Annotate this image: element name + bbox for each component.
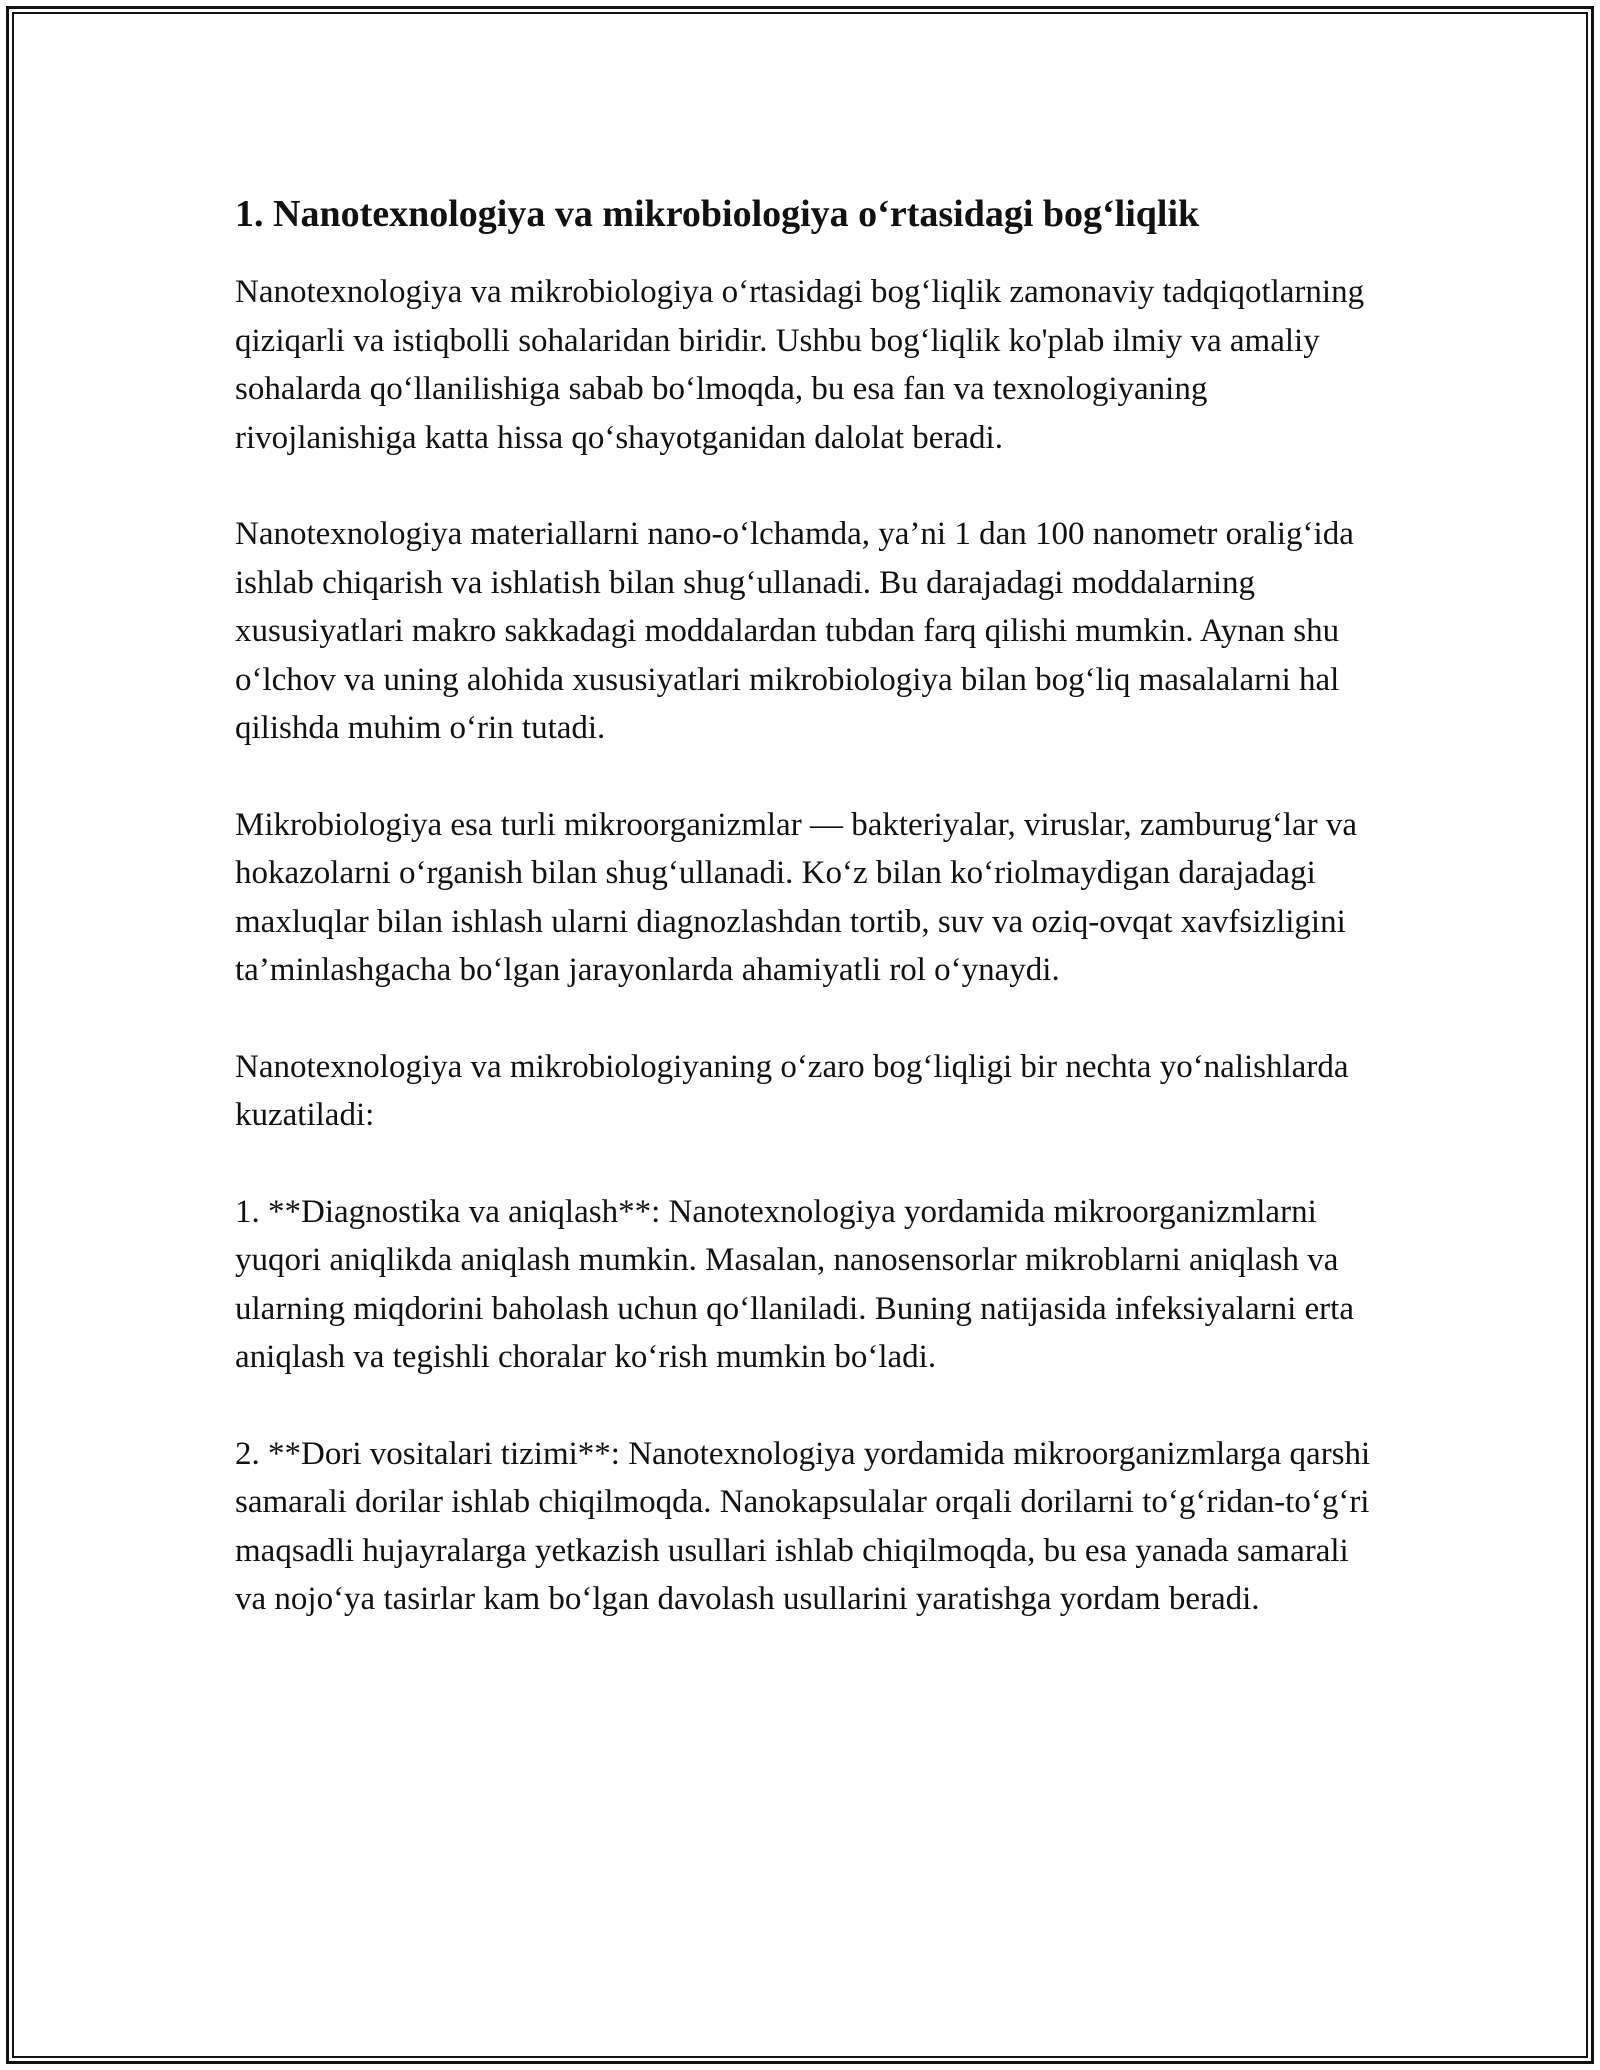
document-title: 1. Nanotexnologiya va mikrobiologiya oʻrtasidagi bogʻliqlik — [235, 193, 1200, 235]
paragraph-diagnostics: 1. **Diagnostika va aniqlash**: Nanotexnologiya yordamida mikroorganizmlarni yuqori aniqlikda aniqlash mumkin. Masalan, nanosensorlar mikroblarni aniqlash va ularning miqdorini baholash uchun qoʻllaniladi. Buning natijasida infeksiyalarni erta aniqlash va tegishli choralar koʻrish mumkin boʻladi. — [235, 1193, 1354, 1375]
paragraph-nanotechnology: Nanotexnologiya materiallarni nano-oʻlchamda, ya’ni 1 dan 100 nanometr oraligʻida ishlab chiqarish va ishlatish bilan shugʻullanadi. Bu darajadagi moddalarning xususiyatlari makro sakkadagi moddalardan tubdan farq qilishi mumkin. Aynan shu oʻlchov va uning alohida xususiyatlari mikrobiologiya bilan bogʻliq masalalarni hal qilishda muhim oʻrin tutadi. — [235, 516, 1354, 746]
paragraph-directions-intro: Nanotexnologiya va mikrobiologiyaning oʻzaro bogʻliqligi bir nechta yoʻnalishlarda kuzatiladi: — [235, 1048, 1349, 1133]
paragraph-microbiology: Mikrobiologiya esa turli mikroorganizmlar — bakteriyalar, viruslar, zamburugʻlar va hokazolarni oʻrganish bilan shugʻullanadi. Koʻz bilan koʻriolmaydigan darajadagi maxluqlar bilan ishlash ularni diagnozlashdan tortib, suv va oziq-ovqat xavfsizligini ta’minlashgacha boʻlgan jarayonlarda ahamiyatli rol oʻynaydi. — [235, 806, 1358, 988]
paragraph-drug-delivery: 2. **Dori vositalari tizimi**: Nanotexnologiya yordamida mikroorganizmlarga qarshi samarali dorilar ishlab chiqilmoqda. Nanokapsulalar orqali dorilarni toʻgʻridan-toʻgʻri maqsadli hujayralarga yetkazish usullari ishlab chiqilmoqda, bu esa yanada samarali va nojoʻya tasirlar kam boʻlgan davolash usullarini yaratishga yordam beradi. — [235, 1435, 1371, 1617]
paragraph-intro: Nanotexnologiya va mikrobiologiya oʻrtasidagi bogʻliqlik zamonaviy tadqiqotlarning qiziqarli va istiqbolli sohalaridan biridir. Ushbu bogʻliqlik ko'plab ilmiy va amaliy sohalarda qoʻllanilishiga sabab boʻlmoqda, bu esa fan va texnologiyaning rivojlanishiga katta hissa qoʻshayotganidan dalolat beradi. — [235, 274, 1365, 456]
document-page — [235, 188, 1375, 1672]
